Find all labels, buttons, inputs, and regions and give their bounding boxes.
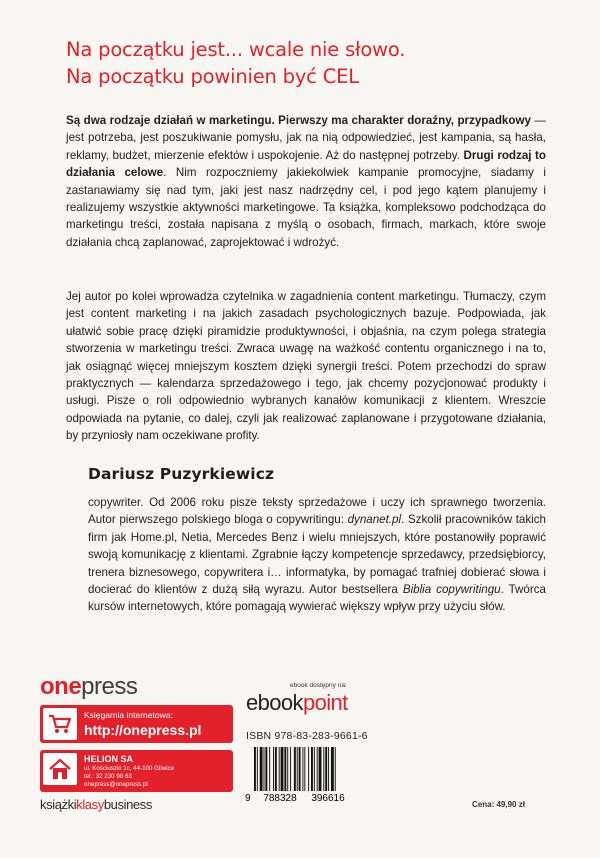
logo-press: press xyxy=(81,673,138,700)
barcode-bar xyxy=(279,747,280,791)
barcode-bar xyxy=(260,747,263,791)
publisher-address: ul. Kościuszki 1c, 44-100 Gliwice xyxy=(84,765,175,772)
bold-mid: Drugi rodzaj to działania celowe xyxy=(66,148,546,180)
onepress-logo xyxy=(40,673,137,701)
barcode-bar xyxy=(302,747,303,791)
logo-point: point xyxy=(302,690,348,715)
barcode-bar xyxy=(335,747,336,791)
barcode-bar xyxy=(290,747,291,791)
tagline-part-2: klasy xyxy=(76,797,104,812)
author-bio xyxy=(88,494,546,616)
barcode-bar xyxy=(331,747,334,791)
barcode-bar xyxy=(325,747,327,791)
logo-ebook: ebook xyxy=(246,690,303,715)
isbn: ISBN 978-83-283-9661-6 xyxy=(246,730,368,742)
barcode-bar xyxy=(328,747,329,791)
barcode-bar xyxy=(314,747,315,791)
tagline-part-1: książki xyxy=(40,797,77,812)
barcode-bar xyxy=(317,747,318,791)
publisher-address-box xyxy=(40,750,233,792)
barcode-bar xyxy=(275,747,277,791)
barcode-bar xyxy=(254,747,256,791)
headline xyxy=(66,36,405,90)
barcode-bar xyxy=(311,747,313,791)
online-store-box xyxy=(40,705,233,743)
bestseller-title: Biblia copywritingu xyxy=(402,583,501,597)
headline-line-1: Na początku jest... wcale nie słowo. xyxy=(66,38,406,61)
ebook-available-label: ebook dostępny na: xyxy=(290,682,347,689)
barcode-left-digits: 788328 xyxy=(263,793,297,803)
barcode-bar xyxy=(281,747,284,791)
barcode xyxy=(244,745,364,803)
description-paragraph-2: Jej autor po kolei wprowadza czytelnika w zagadnienia content marketingu. Tłumaczy, czym jest content marketing i na jakich zasadach psychologicznych bazuje. Podpowiada, jak ułatwić sobie pracę dzięki piramidzie produktywności, i objaśnia, na czym polega strategia stworzenia w marketingu treści. Zwraca uwagę na ważkość contentu organicznego i na to, jak osiągnąć więcej mniejszym kosztem dzięki synergii treści. Potem przechodzi do spraw praktycznych — kalendarza sprzedażowego i tego, jak chcemy pozycjonować produkty i usługi. Pisze o roli odpowiednio wybranych kanałów komunikacji z klientem. Wreszcie odpowiada na pytanie, co dalej, czyli jak realizować zaplanowane i przygotowane działania, by przyniosły nam oczekiwane profity. xyxy=(66,290,546,443)
barcode-bar xyxy=(294,747,296,791)
barcode-bar xyxy=(257,747,258,791)
barcode-right-digits: 396616 xyxy=(311,793,345,803)
description-paragraph-1 xyxy=(66,112,546,251)
tagline-part-3: business xyxy=(103,797,152,812)
barcode-bar xyxy=(319,747,322,791)
paragraph-1-text-a: — jest potrzeba, jest poszukiwanie pomysłu, jak na nią odpowiedzieć, jest kampania, są hasła, reklamy, budżet, mierzenie efektów i uspokojenie. Aż do następnej potrzeby. xyxy=(66,114,546,162)
publisher-email: onepress@onepress.pl xyxy=(84,781,148,788)
store-label: Księgarnia internetowa: xyxy=(84,710,173,720)
barcode-bar xyxy=(264,747,265,791)
barcode-bar xyxy=(273,747,274,791)
logo-one: one xyxy=(40,673,82,700)
barcode-bar xyxy=(287,747,288,791)
barcode-first-digit: 9 xyxy=(245,793,251,803)
bio-text-a: copywriter. Od 2006 roku pisze teksty sprzedażowe i uczy ich sprawnego tworzenia. Autor pierwszego polskiego bloga o copywritingu: xyxy=(88,496,546,527)
paragraph-1-text-b: . Nim rozpoczniemy jakiekolwiek kampanie promocyjne, siadamy i zastanawiamy się nad tym, jaki jest nasz nadrzędny cel, i pod jego kątem planujemy i realizujemy wszystkie aktywności marketingowe. Ta książka, kompleksowo podchodząca do marketingu treści, została napisana z myślą o osobach, firmach, markach, które swoje działania chcą zaplanować, zaprojektować i wdrożyć. xyxy=(66,166,547,249)
bio-text-c: . Twórca kursów internetowych, które pomagają wywierać większy wpływ przy użyciu słów. xyxy=(88,583,546,614)
barcode-bar xyxy=(323,747,324,791)
blog-name: dynanet.pl xyxy=(347,513,402,527)
ebookpoint-logo xyxy=(246,690,348,716)
headline-line-2: Na początku powinien być CEL xyxy=(66,65,359,88)
barcode-bar xyxy=(304,747,305,791)
store-url-link[interactable]: http://onepress.pl xyxy=(84,722,202,738)
barcode-bar xyxy=(299,747,301,791)
bold-intro: Są dwa rodzaje działań w marketingu. Pierwszy ma charakter doraźny, przypadkowy xyxy=(66,114,531,127)
tagline xyxy=(40,797,152,812)
barcode-bar xyxy=(308,747,309,791)
barcode-bar xyxy=(265,747,267,791)
author-name: Dariusz Puzyrkiewicz xyxy=(88,465,275,483)
house-icon xyxy=(43,753,77,785)
barcode-bar xyxy=(269,747,270,791)
barcode-bars xyxy=(254,747,336,791)
publisher-name: HELION SA xyxy=(84,754,134,764)
barcode-bar xyxy=(284,747,286,791)
barcode-bar xyxy=(297,747,298,791)
bio-text-b: . Szkolił pracowników takich firm jak Home.pl, Netia, Mercedes Benz i wielu mniejszych, które postanowiły poprawić swoją komunikację z klientami. Zgrabnie łączy kompetencje sprzedawcy, przedsiębiorcy, trenera biznesowego, copywritera i… informatyka, by pomagać trafniej dobierać słowa i docierać do klientów z dużą siłą wyrazu. Autor bestsellera xyxy=(88,513,546,597)
price: Cena: 49,90 zł xyxy=(472,800,525,809)
cart-icon xyxy=(43,708,77,740)
publisher-phone: tel.: 32 230 98 63 xyxy=(84,773,132,780)
